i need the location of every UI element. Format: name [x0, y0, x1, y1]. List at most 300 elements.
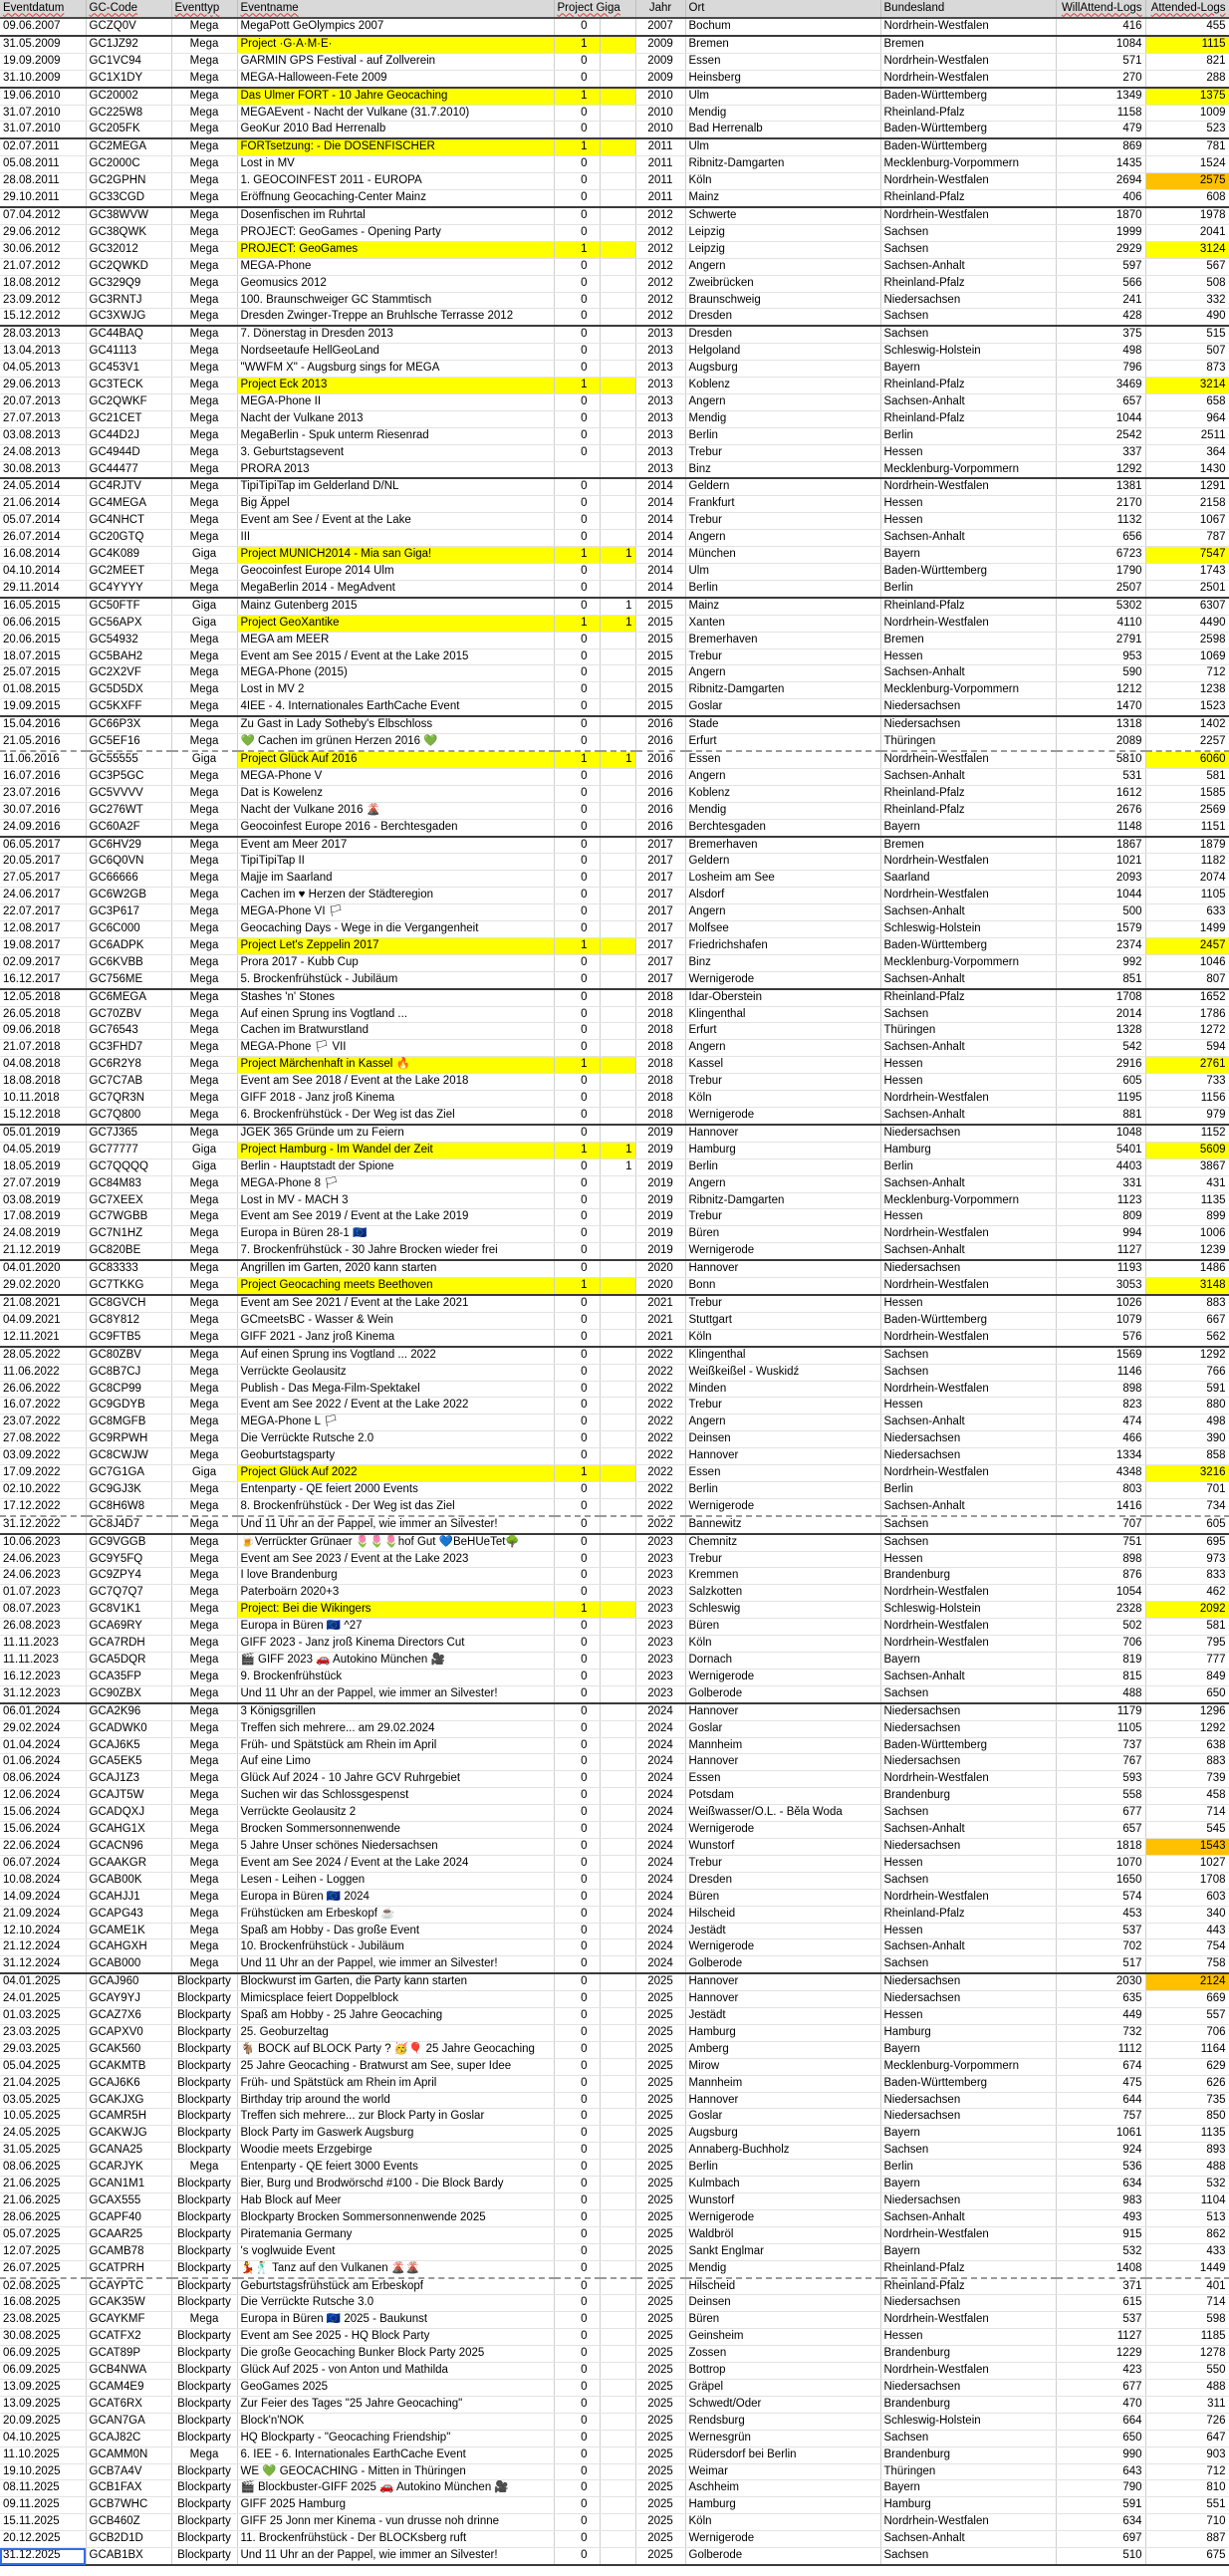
cell-eventdatum[interactable]: 13.09.2025: [0, 2396, 86, 2413]
cell-project[interactable]: 0: [554, 2143, 600, 2160]
cell-project[interactable]: 0: [554, 682, 600, 699]
cell-eventdatum[interactable]: 24.06.2023: [0, 1568, 86, 1585]
cell-giga[interactable]: [600, 1889, 635, 1906]
cell-giga[interactable]: [600, 1175, 635, 1192]
cell-ort[interactable]: Mainz: [685, 598, 880, 615]
cell-eventname[interactable]: Verrückte Geolausitz: [237, 1364, 554, 1381]
cell-project[interactable]: 0: [554, 1498, 600, 1515]
cell-giga[interactable]: [600, 802, 635, 819]
cell-gc-code[interactable]: GC8CWJW: [86, 1448, 171, 1465]
cell-jahr[interactable]: 2019: [635, 1142, 685, 1159]
cell-willattend-logs[interactable]: 915: [1056, 2226, 1145, 2243]
cell-eventname[interactable]: 5 Jahre Unser schönes Niedersachsen: [237, 1838, 554, 1855]
cell-bundesland[interactable]: Nordrhein-Westfalen: [880, 1619, 1056, 1636]
cell-project[interactable]: 0: [554, 921, 600, 938]
cell-attended-logs[interactable]: 638: [1145, 1737, 1229, 1754]
cell-bundesland[interactable]: Nordrhein-Westfalen: [880, 2312, 1056, 2329]
cell-eventtyp[interactable]: Mega: [171, 632, 237, 648]
cell-eventdatum[interactable]: 29.11.2014: [0, 580, 86, 597]
cell-jahr[interactable]: 2012: [635, 241, 685, 258]
cell-project[interactable]: 0: [554, 699, 600, 716]
cell-bundesland[interactable]: Niedersachsen: [880, 1448, 1056, 1465]
cell-gc-code[interactable]: GCAN7GA: [86, 2413, 171, 2430]
cell-gc-code[interactable]: GCAT6RX: [86, 2396, 171, 2413]
cell-bundesland[interactable]: Rheinland-Pfalz: [880, 2260, 1056, 2277]
cell-attended-logs[interactable]: 647: [1145, 2430, 1229, 2447]
cell-willattend-logs[interactable]: 423: [1056, 2363, 1145, 2380]
cell-eventtyp[interactable]: Mega: [171, 1720, 237, 1737]
cell-bundesland[interactable]: Nordrhein-Westfalen: [880, 1465, 1056, 1482]
cell-jahr[interactable]: 2014: [635, 496, 685, 513]
cell-bundesland[interactable]: Rheinland-Pfalz: [880, 410, 1056, 427]
cell-ort[interactable]: München: [685, 547, 880, 564]
cell-bundesland[interactable]: Bayern: [880, 2177, 1056, 2193]
cell-giga[interactable]: [600, 2312, 635, 2329]
cell-eventtyp[interactable]: Mega: [171, 1481, 237, 1498]
cell-ort[interactable]: Büren: [685, 2312, 880, 2329]
cell-ort[interactable]: Büren: [685, 1226, 880, 1243]
cell-eventdatum[interactable]: 29.02.2020: [0, 1278, 86, 1295]
cell-attended-logs[interactable]: 1069: [1145, 648, 1229, 665]
cell-jahr[interactable]: 2025: [635, 2260, 685, 2277]
cell-giga[interactable]: [600, 156, 635, 173]
cell-eventdatum[interactable]: 15.06.2024: [0, 1822, 86, 1839]
cell-gc-code[interactable]: GC50FTF: [86, 598, 171, 615]
cell-bundesland[interactable]: Saarland: [880, 871, 1056, 888]
cell-jahr[interactable]: 2022: [635, 1398, 685, 1415]
cell-gc-code[interactable]: GC756ME: [86, 971, 171, 988]
cell-jahr[interactable]: 2024: [635, 1703, 685, 1720]
cell-eventname[interactable]: PROJECT: GeoGames: [237, 241, 554, 258]
cell-bundesland[interactable]: Sachsen: [880, 1347, 1056, 1364]
cell-giga[interactable]: [600, 2480, 635, 2497]
cell-ort[interactable]: Hilscheid: [685, 1906, 880, 1923]
cell-project[interactable]: 1: [554, 1057, 600, 1074]
cell-giga[interactable]: [600, 785, 635, 802]
cell-eventtyp[interactable]: Mega: [171, 1568, 237, 1585]
cell-giga[interactable]: [600, 258, 635, 275]
cell-attended-logs[interactable]: 880: [1145, 1398, 1229, 1415]
cell-gc-code[interactable]: GCAZ7X6: [86, 2008, 171, 2025]
cell-giga[interactable]: [600, 18, 635, 36]
cell-giga[interactable]: [600, 530, 635, 547]
cell-ort[interactable]: Wernigerode: [685, 1108, 880, 1125]
cell-bundesland[interactable]: Nordrhein-Westfalen: [880, 1278, 1056, 1295]
cell-ort[interactable]: Wernigerode: [685, 1498, 880, 1515]
cell-eventdatum[interactable]: 03.08.2013: [0, 427, 86, 444]
cell-eventdatum[interactable]: 21.06.2025: [0, 2177, 86, 2193]
cell-eventname[interactable]: Project Glück Auf 2022: [237, 1465, 554, 1482]
cell-bundesland[interactable]: Niedersachsen: [880, 292, 1056, 309]
cell-willattend-logs[interactable]: 4348: [1056, 1465, 1145, 1482]
cell-project[interactable]: 0: [554, 2260, 600, 2277]
cell-ort[interactable]: Ulm: [685, 138, 880, 155]
cell-eventdatum[interactable]: 27.07.2013: [0, 410, 86, 427]
cell-jahr[interactable]: 2025: [635, 2092, 685, 2109]
cell-willattend-logs[interactable]: 1105: [1056, 1720, 1145, 1737]
cell-willattend-logs[interactable]: 953: [1056, 648, 1145, 665]
cell-eventdatum[interactable]: 09.11.2025: [0, 2497, 86, 2514]
cell-bundesland[interactable]: Berlin: [880, 1159, 1056, 1175]
cell-ort[interactable]: Angern: [685, 904, 880, 921]
cell-ort[interactable]: Mannheim: [685, 2075, 880, 2092]
cell-eventtyp[interactable]: Mega: [171, 36, 237, 53]
cell-ort[interactable]: Braunschweig: [685, 292, 880, 309]
cell-giga[interactable]: [600, 989, 635, 1006]
cell-gc-code[interactable]: GC2MEGA: [86, 138, 171, 155]
cell-attended-logs[interactable]: 1292: [1145, 1720, 1229, 1737]
cell-eventtyp[interactable]: Blockparty: [171, 2531, 237, 2548]
cell-gc-code[interactable]: GCB2D1D: [86, 2531, 171, 2548]
cell-bundesland[interactable]: Rheinland-Pfalz: [880, 785, 1056, 802]
cell-bundesland[interactable]: Niedersachsen: [880, 2092, 1056, 2109]
cell-gc-code[interactable]: GC225W8: [86, 105, 171, 122]
cell-willattend-logs[interactable]: 1044: [1056, 410, 1145, 427]
cell-jahr[interactable]: 2019: [635, 1243, 685, 1260]
cell-ort[interactable]: Essen: [685, 1465, 880, 1482]
cell-eventdatum[interactable]: 20.09.2025: [0, 2413, 86, 2430]
cell-giga[interactable]: [600, 1448, 635, 1465]
cell-eventtyp[interactable]: Giga: [171, 615, 237, 632]
header-project-giga[interactable]: [554, 0, 635, 18]
cell-bundesland[interactable]: Nordrhein-Westfalen: [880, 1889, 1056, 1906]
cell-eventname[interactable]: Project Märchenhaft in Kassel 🔥: [237, 1057, 554, 1074]
cell-project[interactable]: 0: [554, 1175, 600, 1192]
cell-attended-logs[interactable]: 4490: [1145, 615, 1229, 632]
cell-eventdatum[interactable]: 01.07.2023: [0, 1585, 86, 1602]
cell-bundesland[interactable]: Hessen: [880, 496, 1056, 513]
cell-project[interactable]: 0: [554, 1534, 600, 1551]
cell-eventtyp[interactable]: Mega: [171, 70, 237, 87]
cell-jahr[interactable]: 2014: [635, 478, 685, 495]
cell-gc-code[interactable]: GC4NHCT: [86, 513, 171, 530]
cell-eventtyp[interactable]: Mega: [171, 1347, 237, 1364]
cell-giga[interactable]: [600, 648, 635, 665]
cell-eventtyp[interactable]: Mega: [171, 344, 237, 361]
cell-attended-logs[interactable]: 726: [1145, 2413, 1229, 2430]
cell-eventname[interactable]: III: [237, 530, 554, 547]
cell-bundesland[interactable]: Nordrhein-Westfalen: [880, 1771, 1056, 1788]
cell-bundesland[interactable]: Sachsen: [880, 241, 1056, 258]
cell-project[interactable]: 0: [554, 716, 600, 733]
cell-gc-code[interactable]: GCA2K96: [86, 1703, 171, 1720]
header-jahr[interactable]: [635, 0, 685, 18]
cell-giga[interactable]: [600, 138, 635, 155]
cell-eventname[interactable]: Zu Gast in Lady Sotheby's Elbschloss: [237, 716, 554, 733]
cell-giga[interactable]: [600, 2226, 635, 2243]
cell-ort[interactable]: Schwerte: [685, 207, 880, 224]
cell-eventname[interactable]: Majje im Saarland: [237, 871, 554, 888]
cell-eventdatum[interactable]: 02.07.2011: [0, 138, 86, 155]
cell-giga[interactable]: [600, 954, 635, 971]
cell-jahr[interactable]: 2019: [635, 1175, 685, 1192]
cell-attended-logs[interactable]: 3148: [1145, 1278, 1229, 1295]
cell-willattend-logs[interactable]: 510: [1056, 2548, 1145, 2565]
cell-eventdatum[interactable]: 25.07.2015: [0, 665, 86, 682]
cell-ort[interactable]: Berlin: [685, 1159, 880, 1175]
cell-bundesland[interactable]: Sachsen-Anhalt: [880, 530, 1056, 547]
cell-project[interactable]: 0: [554, 1125, 600, 1142]
cell-eventdatum[interactable]: 22.06.2024: [0, 1838, 86, 1855]
cell-eventdatum[interactable]: 24.05.2025: [0, 2126, 86, 2143]
cell-eventname[interactable]: MEGA-Phone V: [237, 768, 554, 785]
cell-gc-code[interactable]: GC4MEGA: [86, 496, 171, 513]
cell-bundesland[interactable]: Rheinland-Pfalz: [880, 1906, 1056, 1923]
cell-willattend-logs[interactable]: 593: [1056, 1771, 1145, 1788]
cell-attended-logs[interactable]: 821: [1145, 53, 1229, 70]
cell-eventdatum[interactable]: 24.01.2025: [0, 1991, 86, 2008]
cell-eventname[interactable]: Bier, Burg und Brodwörschd #100 - Die Block Bardy: [237, 2177, 554, 2193]
cell-willattend-logs[interactable]: 571: [1056, 53, 1145, 70]
cell-project[interactable]: 0: [554, 1720, 600, 1737]
cell-gc-code[interactable]: GC7C7AB: [86, 1074, 171, 1091]
cell-project[interactable]: 0: [554, 1295, 600, 1312]
cell-gc-code[interactable]: GCAN1M1: [86, 2177, 171, 2193]
cell-attended-logs[interactable]: 858: [1145, 1448, 1229, 1465]
cell-attended-logs[interactable]: 712: [1145, 665, 1229, 682]
cell-attended-logs[interactable]: 433: [1145, 2243, 1229, 2260]
cell-bundesland[interactable]: Niedersachsen: [880, 1703, 1056, 1720]
cell-gc-code[interactable]: GCB1FAX: [86, 2480, 171, 2497]
cell-eventdatum[interactable]: 08.07.2023: [0, 1602, 86, 1619]
cell-attended-logs[interactable]: 458: [1145, 1788, 1229, 1805]
cell-bundesland[interactable]: Nordrhein-Westfalen: [880, 1091, 1056, 1108]
cell-jahr[interactable]: 2025: [635, 2226, 685, 2243]
cell-project[interactable]: 0: [554, 2497, 600, 2514]
cell-gc-code[interactable]: GC90ZBX: [86, 1685, 171, 1702]
cell-jahr[interactable]: 2025: [635, 2480, 685, 2497]
cell-gc-code[interactable]: GC38WVW: [86, 207, 171, 224]
cell-eventdatum[interactable]: 28.05.2022: [0, 1347, 86, 1364]
cell-project[interactable]: 0: [554, 1209, 600, 1226]
cell-project[interactable]: 1: [554, 1278, 600, 1295]
cell-eventtyp[interactable]: Blockparty: [171, 2024, 237, 2041]
cell-gc-code[interactable]: GC7QR3N: [86, 1091, 171, 1108]
cell-giga[interactable]: [600, 1838, 635, 1855]
cell-ort[interactable]: Augsburg: [685, 2126, 880, 2143]
cell-bundesland[interactable]: Nordrhein-Westfalen: [880, 1329, 1056, 1346]
cell-jahr[interactable]: 2023: [635, 1636, 685, 1653]
cell-project[interactable]: 0: [554, 2514, 600, 2531]
cell-giga[interactable]: [600, 2024, 635, 2041]
cell-jahr[interactable]: 2025: [635, 2413, 685, 2430]
cell-eventtyp[interactable]: Mega: [171, 1209, 237, 1226]
cell-giga[interactable]: [600, 1805, 635, 1822]
cell-bundesland[interactable]: Niedersachsen: [880, 1431, 1056, 1448]
cell-gc-code[interactable]: GC6Q0VN: [86, 854, 171, 871]
cell-willattend-logs[interactable]: 493: [1056, 2209, 1145, 2226]
cell-willattend-logs[interactable]: 2694: [1056, 173, 1145, 190]
cell-eventtyp[interactable]: Blockparty: [171, 2008, 237, 2025]
cell-attended-logs[interactable]: 701: [1145, 1481, 1229, 1498]
cell-eventname[interactable]: Dresden Zwinger-Treppe an Bruhlsche Terrasse 2012: [237, 309, 554, 326]
cell-giga[interactable]: [600, 1108, 635, 1125]
cell-attended-logs[interactable]: 1499: [1145, 921, 1229, 938]
cell-eventname[interactable]: Geocoinfest Europe 2014 Ulm: [237, 564, 554, 581]
cell-gc-code[interactable]: GC8J4D7: [86, 1516, 171, 1534]
cell-eventname[interactable]: Event am See 2025 - HQ Block Party: [237, 2329, 554, 2346]
cell-giga[interactable]: [600, 53, 635, 70]
cell-gc-code[interactable]: GCADWK0: [86, 1720, 171, 1737]
cell-jahr[interactable]: 2018: [635, 1074, 685, 1091]
cell-eventtyp[interactable]: Blockparty: [171, 2295, 237, 2312]
cell-eventname[interactable]: Spaß am Hobby - Das große Event: [237, 1923, 554, 1939]
cell-gc-code[interactable]: GC7TKKG: [86, 1278, 171, 1295]
cell-gc-code[interactable]: GC7WGBB: [86, 1209, 171, 1226]
cell-eventname[interactable]: 100. Braunschweiger GC Stammtisch: [237, 292, 554, 309]
cell-eventdatum[interactable]: 06.09.2025: [0, 2346, 86, 2363]
cell-jahr[interactable]: 2025: [635, 2396, 685, 2413]
cell-project[interactable]: 0: [554, 1838, 600, 1855]
cell-jahr[interactable]: 2025: [635, 2430, 685, 2447]
cell-willattend-logs[interactable]: 502: [1056, 1619, 1145, 1636]
cell-attended-logs[interactable]: 650: [1145, 1685, 1229, 1702]
cell-eventname[interactable]: JGEK 365 Gründe um zu Feiern: [237, 1125, 554, 1142]
cell-willattend-logs[interactable]: 706: [1056, 1636, 1145, 1653]
cell-ort[interactable]: Trebur: [685, 1855, 880, 1872]
cell-project[interactable]: 0: [554, 2126, 600, 2143]
cell-eventname[interactable]: Piratemania Germany: [237, 2226, 554, 2243]
cell-project[interactable]: 0: [554, 427, 600, 444]
cell-eventtyp[interactable]: Mega: [171, 1516, 237, 1534]
cell-project[interactable]: 0: [554, 2413, 600, 2430]
cell-gc-code[interactable]: GC3RNTJ: [86, 292, 171, 309]
cell-willattend-logs[interactable]: 576: [1056, 1329, 1145, 1346]
cell-eventname[interactable]: Europa in Büren 🇪🇺 ^27: [237, 1619, 554, 1636]
cell-gc-code[interactable]: GC1VC94: [86, 53, 171, 70]
cell-bundesland[interactable]: Nordrhein-Westfalen: [880, 854, 1056, 871]
cell-willattend-logs[interactable]: 851: [1056, 971, 1145, 988]
cell-willattend-logs[interactable]: 1084: [1056, 36, 1145, 53]
cell-ort[interactable]: Hannover: [685, 1973, 880, 1990]
cell-giga[interactable]: [600, 2497, 635, 2514]
cell-eventname[interactable]: Woodie meets Erzgebirge: [237, 2143, 554, 2160]
cell-project[interactable]: 0: [554, 173, 600, 190]
cell-eventdatum[interactable]: 01.04.2024: [0, 1737, 86, 1754]
cell-eventname[interactable]: Nordseetaufe HellGeoLand: [237, 344, 554, 361]
cell-eventdatum[interactable]: 12.10.2024: [0, 1923, 86, 1939]
cell-jahr[interactable]: 2023: [635, 1653, 685, 1670]
cell-giga[interactable]: [600, 1040, 635, 1057]
cell-willattend-logs[interactable]: 371: [1056, 2278, 1145, 2295]
cell-eventtyp[interactable]: Mega: [171, 275, 237, 292]
cell-bundesland[interactable]: Sachsen-Anhalt: [880, 904, 1056, 921]
cell-attended-logs[interactable]: 1296: [1145, 1703, 1229, 1720]
cell-giga[interactable]: [600, 344, 635, 361]
cell-jahr[interactable]: 2017: [635, 937, 685, 954]
cell-bundesland[interactable]: Sachsen-Anhalt: [880, 2209, 1056, 2226]
cell-willattend-logs[interactable]: 3053: [1056, 1278, 1145, 1295]
cell-willattend-logs[interactable]: 1179: [1056, 1703, 1145, 1720]
cell-bundesland[interactable]: Hessen: [880, 2329, 1056, 2346]
cell-giga[interactable]: [600, 207, 635, 224]
cell-attended-logs[interactable]: 2511: [1145, 427, 1229, 444]
cell-ort[interactable]: Potsdam: [685, 1788, 880, 1805]
cell-jahr[interactable]: 2022: [635, 1364, 685, 1381]
cell-giga[interactable]: [600, 1973, 635, 1990]
cell-eventdatum[interactable]: 24.06.2017: [0, 888, 86, 904]
cell-eventtyp[interactable]: Mega: [171, 785, 237, 802]
cell-jahr[interactable]: 2022: [635, 1415, 685, 1431]
cell-bundesland[interactable]: Baden-Württemberg: [880, 564, 1056, 581]
cell-eventdatum[interactable]: 12.06.2024: [0, 1788, 86, 1805]
cell-eventdatum[interactable]: 04.01.2020: [0, 1260, 86, 1277]
cell-eventdatum[interactable]: 31.12.2022: [0, 1516, 86, 1534]
cell-bundesland[interactable]: Niedersachsen: [880, 1838, 1056, 1855]
cell-gc-code[interactable]: GC3P5GC: [86, 768, 171, 785]
cell-eventtyp[interactable]: Mega: [171, 444, 237, 461]
cell-giga[interactable]: [600, 716, 635, 733]
cell-eventtyp[interactable]: Mega: [171, 1415, 237, 1431]
cell-attended-logs[interactable]: 883: [1145, 1295, 1229, 1312]
cell-eventname[interactable]: Angrillen im Garten, 2020 kann starten: [237, 1260, 554, 1277]
cell-giga[interactable]: 1: [600, 615, 635, 632]
cell-willattend-logs[interactable]: 331: [1056, 1175, 1145, 1192]
cell-giga[interactable]: [600, 682, 635, 699]
cell-attended-logs[interactable]: 710: [1145, 2514, 1229, 2531]
cell-ort[interactable]: Geldern: [685, 854, 880, 871]
cell-eventdatum[interactable]: 18.08.2018: [0, 1074, 86, 1091]
cell-project[interactable]: 0: [554, 1822, 600, 1839]
cell-ort[interactable]: Amberg: [685, 2041, 880, 2058]
cell-eventtyp[interactable]: Mega: [171, 427, 237, 444]
cell-attended-logs[interactable]: 1430: [1145, 461, 1229, 478]
cell-willattend-logs[interactable]: 1193: [1056, 1260, 1145, 1277]
cell-giga[interactable]: [600, 1125, 635, 1142]
cell-project[interactable]: 0: [554, 1364, 600, 1381]
cell-bundesland[interactable]: Sachsen: [880, 1805, 1056, 1822]
cell-gc-code[interactable]: GC3FHD7: [86, 1040, 171, 1057]
cell-bundesland[interactable]: Thüringen: [880, 2463, 1056, 2480]
cell-gc-code[interactable]: GC2GPHN: [86, 173, 171, 190]
cell-ort[interactable]: Ulm: [685, 564, 880, 581]
cell-gc-code[interactable]: GCAKMTB: [86, 2058, 171, 2075]
cell-project[interactable]: 0: [554, 1889, 600, 1906]
cell-bundesland[interactable]: Bayern: [880, 361, 1056, 378]
cell-eventdatum[interactable]: 21.12.2019: [0, 1243, 86, 1260]
cell-project[interactable]: 0: [554, 2396, 600, 2413]
cell-attended-logs[interactable]: 899: [1145, 1209, 1229, 1226]
cell-bundesland[interactable]: Nordrhein-Westfalen: [880, 1226, 1056, 1243]
cell-bundesland[interactable]: Rheinland-Pfalz: [880, 598, 1056, 615]
cell-project[interactable]: 0: [554, 632, 600, 648]
cell-giga[interactable]: [600, 837, 635, 854]
cell-gc-code[interactable]: GC6MEGA: [86, 989, 171, 1006]
cell-giga[interactable]: [600, 1364, 635, 1381]
cell-eventname[interactable]: 3 Königsgrillen: [237, 1703, 554, 1720]
cell-attended-logs[interactable]: 3867: [1145, 1159, 1229, 1175]
cell-eventname[interactable]: Project GeoXantike: [237, 615, 554, 632]
cell-gc-code[interactable]: GCAX555: [86, 2193, 171, 2210]
cell-giga[interactable]: [600, 2075, 635, 2092]
cell-giga[interactable]: [600, 699, 635, 716]
cell-bundesland[interactable]: Hessen: [880, 1295, 1056, 1312]
cell-eventdatum[interactable]: 21.04.2025: [0, 2075, 86, 2092]
cell-project[interactable]: 0: [554, 1347, 600, 1364]
cell-gc-code[interactable]: GCA7RDH: [86, 1636, 171, 1653]
cell-gc-code[interactable]: GC5KXFF: [86, 699, 171, 716]
cell-attended-logs[interactable]: 735: [1145, 2092, 1229, 2109]
cell-giga[interactable]: [600, 1431, 635, 1448]
cell-giga[interactable]: [600, 70, 635, 87]
cell-bundesland[interactable]: Brandenburg: [880, 2396, 1056, 2413]
cell-giga[interactable]: 1: [600, 598, 635, 615]
cell-bundesland[interactable]: Brandenburg: [880, 2346, 1056, 2363]
cell-jahr[interactable]: 2013: [635, 344, 685, 361]
cell-project[interactable]: 0: [554, 989, 600, 1006]
cell-willattend-logs[interactable]: 1127: [1056, 2329, 1145, 2346]
cell-eventtyp[interactable]: Mega: [171, 1175, 237, 1192]
